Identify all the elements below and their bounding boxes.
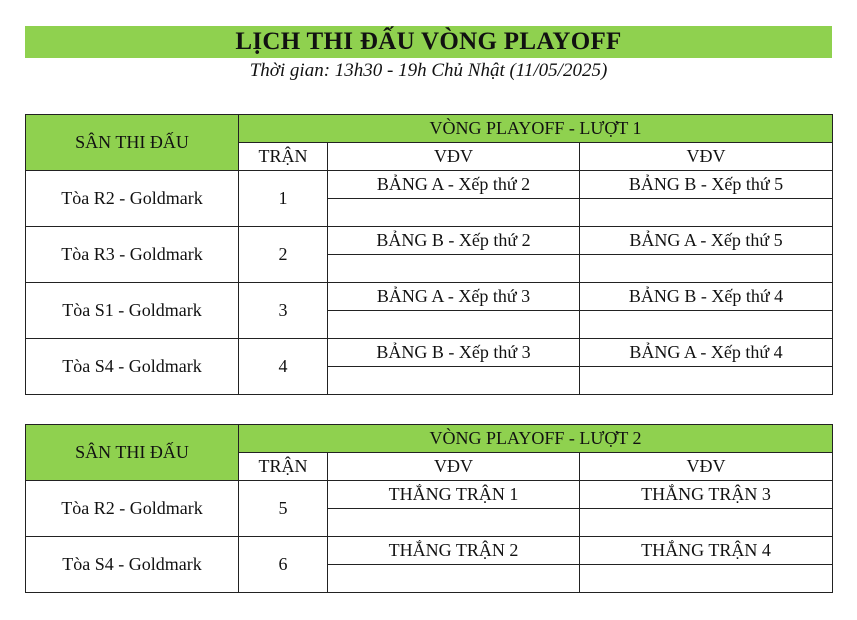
empty-cell [328, 199, 580, 227]
empty-cell [580, 199, 833, 227]
player2-cell: THẮNG TRẬN 4 [580, 537, 833, 565]
player1-header: VĐV [328, 143, 580, 171]
empty-cell [580, 565, 833, 593]
round2-table [25, 424, 833, 593]
player2-cell: BẢNG B - Xếp thứ 4 [580, 283, 833, 311]
player2-cell: BẢNG A - Xếp thứ 4 [580, 339, 833, 367]
table-row [26, 283, 833, 311]
round-title: VÒNG PLAYOFF - LƯỢT 1 [239, 115, 833, 143]
court-header: SÂN THI ĐẤU [26, 425, 239, 481]
table-row [26, 171, 833, 199]
table-row [26, 481, 833, 509]
court-name: Tòa S1 - Goldmark [26, 283, 239, 339]
court-name: Tòa S4 - Goldmark [26, 339, 239, 395]
court-name: Tòa R2 - Goldmark [26, 481, 239, 537]
player2-cell: BẢNG B - Xếp thứ 5 [580, 171, 833, 199]
player1-cell: THẮNG TRẬN 1 [328, 481, 580, 509]
player1-cell: BẢNG B - Xếp thứ 2 [328, 227, 580, 255]
empty-cell [328, 311, 580, 339]
player2-cell: THẮNG TRẬN 3 [580, 481, 833, 509]
court-header: SÂN THI ĐẤU [26, 115, 239, 171]
match-number: 2 [239, 227, 328, 283]
player2-header: VĐV [580, 143, 833, 171]
empty-cell [328, 509, 580, 537]
player1-cell: BẢNG A - Xếp thứ 3 [328, 283, 580, 311]
round-title: VÒNG PLAYOFF - LƯỢT 2 [239, 425, 833, 453]
player1-cell: BẢNG A - Xếp thứ 2 [328, 171, 580, 199]
match-number: 3 [239, 283, 328, 339]
court-name: Tòa R2 - Goldmark [26, 171, 239, 227]
match-header: TRẬN [239, 143, 328, 171]
player1-cell: THẮNG TRẬN 2 [328, 537, 580, 565]
table-row [26, 537, 833, 565]
empty-cell [328, 255, 580, 283]
match-number: 1 [239, 171, 328, 227]
empty-cell [580, 509, 833, 537]
round1-table [25, 114, 833, 395]
empty-cell [580, 367, 833, 395]
player2-cell: BẢNG A - Xếp thứ 5 [580, 227, 833, 255]
court-name: Tòa S4 - Goldmark [26, 537, 239, 593]
page-title: LỊCH THI ĐẤU VÒNG PLAYOFF [25, 26, 832, 58]
empty-cell [580, 255, 833, 283]
table-row [26, 227, 833, 255]
court-name: Tòa R3 - Goldmark [26, 227, 239, 283]
player2-header: VĐV [580, 453, 833, 481]
empty-cell [580, 311, 833, 339]
match-number: 5 [239, 481, 328, 537]
table-row [26, 339, 833, 367]
empty-cell [328, 565, 580, 593]
match-number: 6 [239, 537, 328, 593]
empty-cell [328, 367, 580, 395]
schedule-time: Thời gian: 13h30 - 19h Chủ Nhật (11/05/2025) [249, 60, 608, 81]
match-header: TRẬN [239, 453, 328, 481]
match-number: 4 [239, 339, 328, 395]
player1-header: VĐV [328, 453, 580, 481]
player1-cell: BẢNG B - Xếp thứ 3 [328, 339, 580, 367]
